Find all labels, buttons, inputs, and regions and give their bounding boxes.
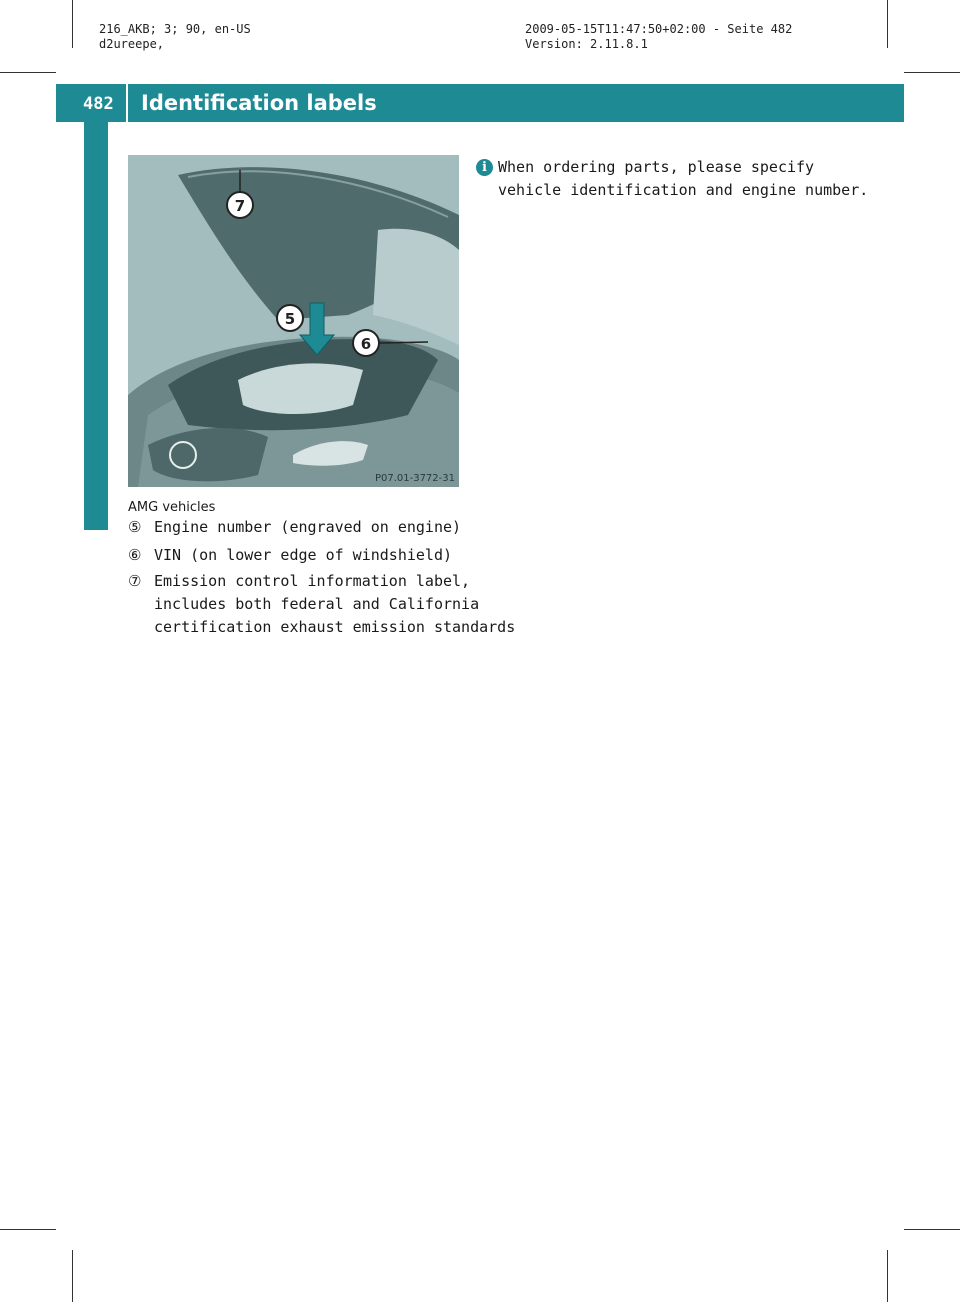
engine-bay-illustration [128,155,459,487]
crop-mark [887,1250,888,1302]
page-title: Identification labels [141,91,377,115]
crop-mark [72,1250,73,1302]
list-item [128,516,462,539]
item-text: Emission control information label, includes both federal and California certification exhaust emission standards [154,572,516,636]
meta-left-line-2: d2ureepe, [99,37,165,51]
item-text: VIN (on lower edge of windshield) [154,546,453,564]
callout-7: 7 [234,197,246,215]
title-band [56,84,904,122]
meta-right-line-2: Version: 2.11.8.1 [525,37,648,51]
side-tab-label: Technical data [83,224,109,412]
info-icon: i [476,159,493,176]
figure-code: P07.01-3772-31 [374,473,455,484]
car-hood-open-image [128,155,459,487]
crop-mark [0,72,56,73]
list-item [128,570,516,636]
crop-mark [72,0,73,48]
callout-marker-6: ⑥ [128,546,142,564]
info-note-text: When ordering parts, please specify vehicle identification and engine number. [498,158,869,199]
page-number: 482 [83,94,114,114]
crop-mark [0,1229,56,1230]
crop-mark [904,72,960,73]
meta-right-line-1: 2009-05-15T11:47:50+02:00 - Seite 482 [525,22,793,36]
list-item [128,544,453,567]
meta-left-line-1: 216_AKB; 3; 90, en-US [99,22,251,36]
callout-5: 5 [284,310,296,328]
item-text: Engine number (engraved on engine) [154,518,462,536]
figure-caption: AMG vehicles [128,500,216,515]
band-divider [126,84,128,122]
callout-marker-7: ⑦ [128,572,142,590]
crop-mark [904,1229,960,1230]
callout-6: 6 [360,335,372,353]
crop-mark [887,0,888,48]
callout-marker-5: ⑤ [128,518,142,536]
